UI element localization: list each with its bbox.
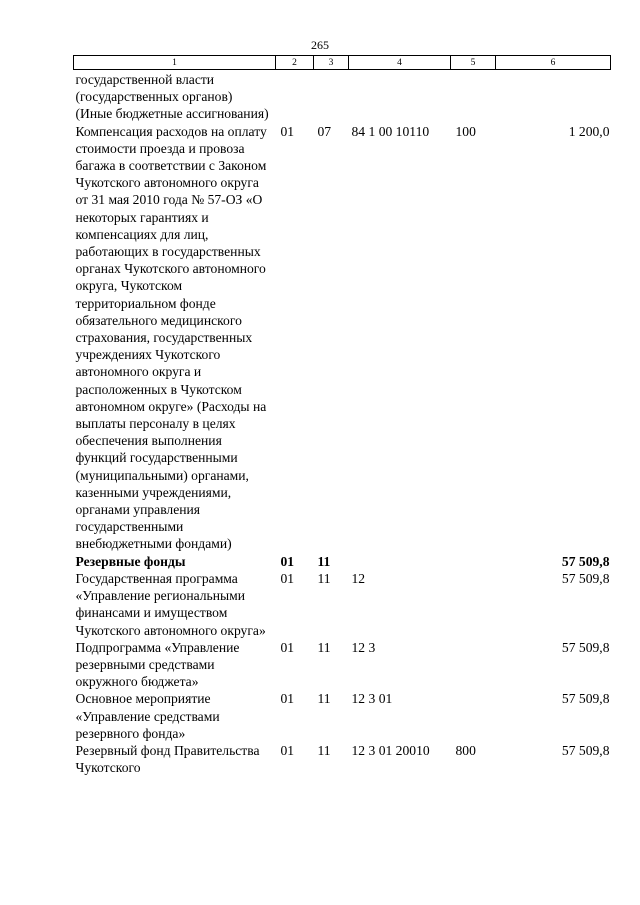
row-expense-type: 800 — [455, 742, 476, 758]
table-row — [74, 570, 611, 639]
table-header — [74, 56, 611, 70]
row-target-code: 84 1 00 10110 — [351, 123, 430, 139]
column-header-5: 5 — [451, 56, 496, 70]
row-subsection: 11 — [317, 639, 331, 655]
row-target-code — [349, 70, 451, 123]
page-number: 265 — [311, 38, 329, 52]
row-amount: 1 200,0 — [568, 123, 610, 139]
row-amount: 57 509,8 — [561, 639, 610, 655]
row-target-code: 12 3 01 20010 — [351, 742, 430, 758]
budget-table — [73, 55, 611, 776]
row-name: Компенсация расходов на оплату стоимости проезда и провоза багажа в соответствии с Законом Чукотского автономного округа от 31 мая 2010 года № 57-ОЗ «О некоторых гарантиях и компенсациях для лиц, работающих в государственных органах Чукотского автономного округа, Чукотском территориальном фонде обязательного медицинского страхования, государственных учреждениях Чукотского автономного округа и расположенных в Чукотском автономном округе» (Расходы на выплаты персоналу в целях обеспечения выполнения функций государственными (муниципальными) органами, казенными учреждениями, органами управления государственными внебюджетными фондами) — [75, 123, 267, 552]
table-row — [74, 742, 611, 776]
row-name: Основное мероприятие «Управление средствами резервного фонда» — [75, 691, 220, 741]
row-section: 01 — [280, 742, 295, 758]
row-subsection: 07 — [317, 123, 332, 139]
column-header-1: 1 — [74, 56, 276, 70]
row-subsection: 11 — [317, 553, 331, 569]
row-subsection — [314, 70, 349, 123]
row-expense-type — [451, 690, 496, 742]
table-row — [74, 70, 611, 123]
column-header-3: 3 — [314, 56, 349, 70]
column-header-4: 4 — [349, 56, 451, 70]
row-section: 01 — [280, 553, 295, 569]
row-expense-type: 100 — [455, 123, 476, 139]
row-amount: 57 509,8 — [561, 553, 610, 569]
table-row — [74, 639, 611, 691]
row-target-code — [349, 553, 451, 570]
row-target-code: 12 — [351, 570, 366, 586]
row-name: Резервный фонд Правительства Чукотского — [75, 742, 260, 776]
row-amount: 57 509,8 — [561, 742, 610, 758]
row-name: Резервные фонды — [75, 553, 186, 569]
row-amount: 57 509,8 — [561, 691, 610, 707]
table-row — [74, 123, 611, 553]
row-target-code: 12 3 01 — [351, 691, 393, 707]
table-row — [74, 690, 611, 742]
row-subsection: 11 — [317, 691, 331, 707]
column-header-6: 6 — [496, 56, 611, 70]
row-section: 01 — [280, 639, 295, 655]
row-section: 01 — [280, 691, 295, 707]
row-section: 01 — [280, 570, 295, 586]
row-name: государственной власти (государственных органов) (Иные бюджетные ассигнования) — [75, 72, 269, 122]
row-amount — [496, 70, 611, 123]
row-section: 01 — [280, 123, 295, 139]
row-name: Подпрограмма «Управление резервными средствами окружного бюджета» — [75, 639, 240, 690]
row-expense-type — [451, 553, 496, 570]
row-target-code: 12 3 — [351, 639, 376, 655]
table-row — [74, 553, 611, 570]
row-amount: 57 509,8 — [561, 570, 610, 586]
row-expense-type — [451, 570, 496, 639]
row-section — [276, 70, 314, 123]
row-name: Государственная программа «Управление региональными финансами и имуществом Чукотского автономного округа» — [75, 570, 266, 638]
row-expense-type — [451, 70, 496, 123]
row-expense-type — [451, 639, 496, 691]
row-subsection: 11 — [317, 742, 331, 758]
row-subsection: 11 — [317, 570, 331, 586]
column-header-2: 2 — [276, 56, 314, 70]
